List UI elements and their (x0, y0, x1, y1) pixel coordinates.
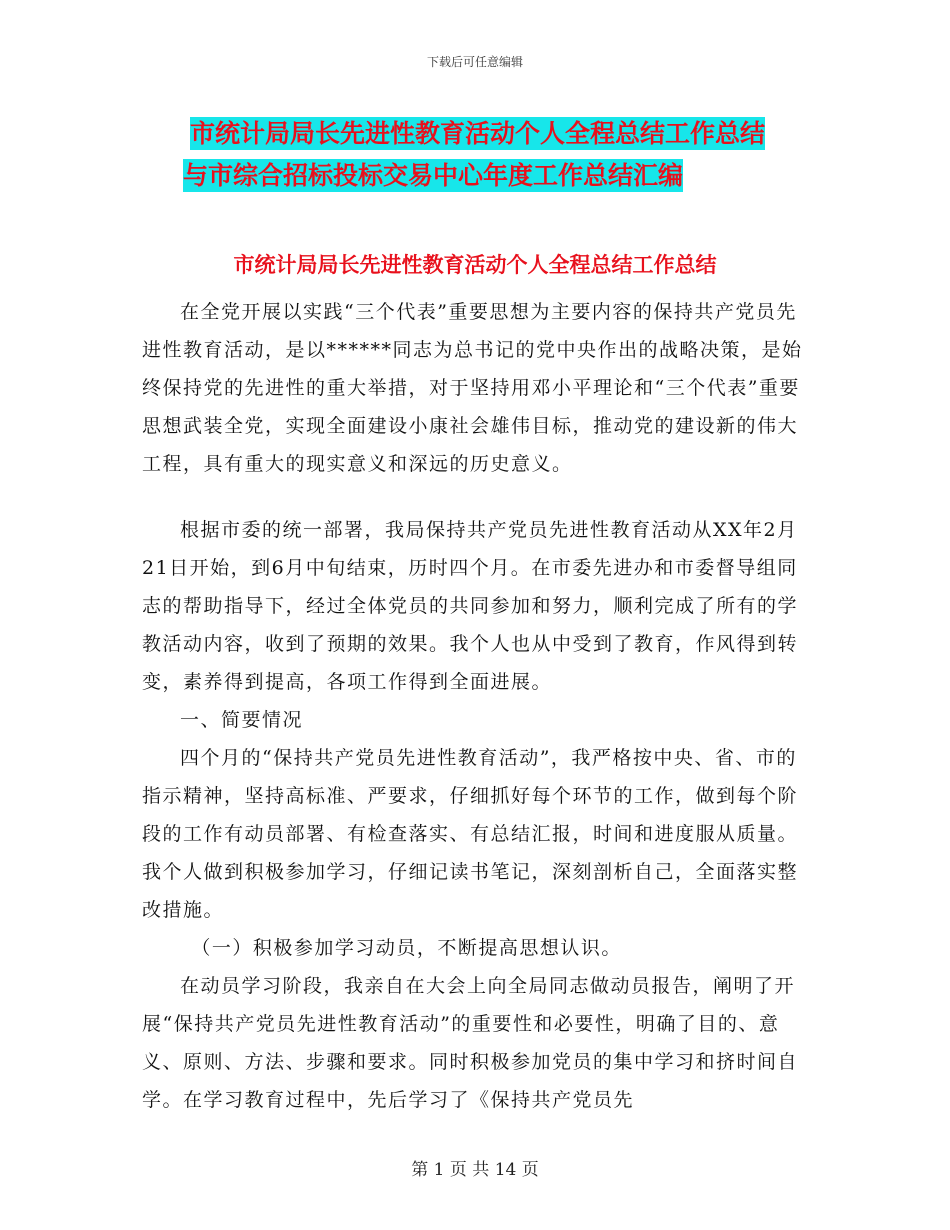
section-heading: 市统计局局长先进性教育活动个人全程总结工作总结 (233, 253, 717, 277)
document-title-line-1-text: 市统计局局长先进性教育活动个人全程总结工作总结 (190, 119, 766, 148)
subheading-study-mobilization: （一）积极参加学习动员，不断提高思想认识。 (191, 937, 622, 959)
paragraph-intro: 在全党开展以实践“三个代表”重要思想为主要内容的保持共产党员先进性教育活动，是以******同志为总书记的党中央作出的战略决策，是始终保持党的先进性的重大举措，对于坚持用邓小平理论和“三个代表”重要思想武装全党，实现全面建设小康社会雄伟目标，推动党的建设新的伟大工程，具有重大的现实意义和深远的历史意义。 (142, 301, 803, 475)
subheading-brief-situation: 一、简要情况 (180, 709, 304, 731)
paragraph-mobilization-stage: 在动员学习阶段，我亲自在大会上向全局同志做动员报告，阐明了开展“保持共产党员先进性教育活动”的重要性和必要性，明确了目的、意义、原则、方法、步骤和要求。同时积极参加党员的集中学习和挤时间自学。在学习教育过程中，先后学习了《保持共产党员先 (142, 975, 799, 1111)
page-number-footer: 第 1 页 共 14 页 (411, 1160, 539, 1180)
paragraph-deployment: 根据市委的统一部署，我局保持共产党员先进性教育活动从XX年2月21日开始，到6月中旬结束，历时四个月。在市委先进办和市委督导组同志的帮助指导下，经过全体党员的共同参加和努力，顺利完成了所有的学教活动内容，收到了预期的效果。我个人也从中受到了教育，作风得到转变，素养得到提高，各项工作得到全面进展。 (142, 519, 799, 693)
header-note: 下载后可任意编辑 (426, 55, 523, 69)
document-title-line-2-text: 与市综合招标投标交易中心年度工作总结汇编 (183, 161, 684, 190)
document-title-line-2 (183, 156, 950, 192)
paragraph-four-months: 四个月的“保持共产党员先进性教育活动”，我严格按中央、省、市的指示精神，坚持高标准、严要求，仔细抓好每个环节的工作，做到每个阶段的工作有动员部署、有检查落实、有总结汇报，时间和进度服从质量。我个人做到积极参加学习，仔细记读书笔记，深刻剖析自己，全面落实整改措施。 (142, 747, 799, 921)
document-title-line-1 (190, 114, 950, 150)
